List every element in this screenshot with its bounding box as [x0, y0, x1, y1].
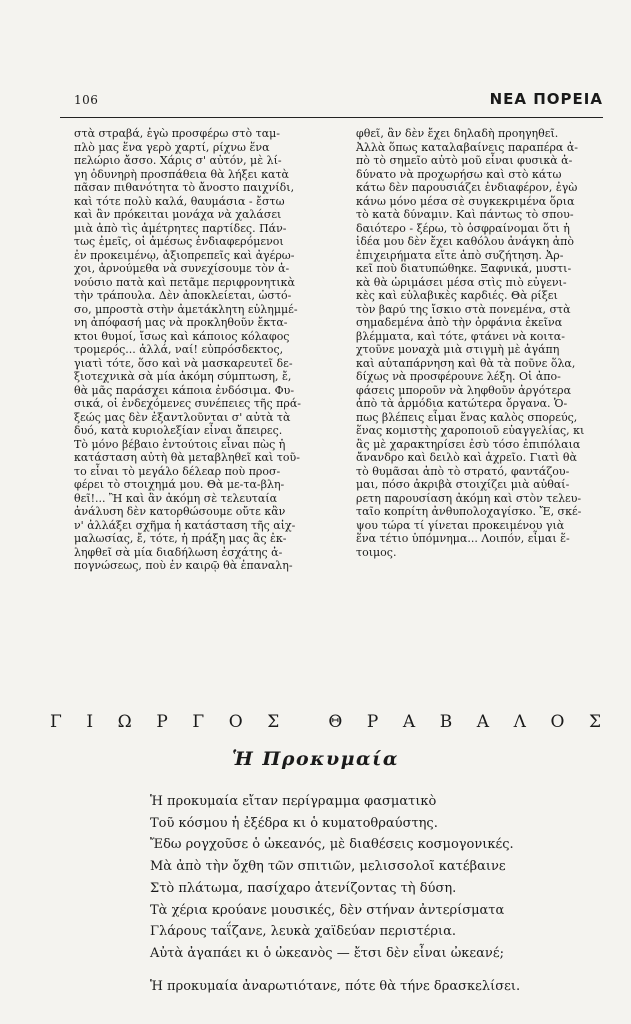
poem [150, 791, 590, 997]
prose-line: ἐπιχειρήματα εἴτε ἀπὸ συζήτηση. Ἀρ- [356, 248, 564, 262]
running-header [60, 88, 603, 118]
prose-line: ρετη παρουσίαση ἀκόμη καὶ στὸν τελευ- [356, 491, 582, 505]
prose-line: δύνατο νὰ προχωρήσω καὶ στὸ κάτω [356, 167, 562, 181]
author-letter: Α [402, 712, 416, 732]
poem-line: Αὐτὰ ἀγαπάει κι ὁ ὠκεανὸς — ἔτσι δὲν εἶναι ὠκεανέ; [150, 945, 504, 961]
prose-line: πὸ τὸ σημεῖο αὐτὸ μοῦ εἶναι φυσικὰ ἀ- [356, 154, 573, 167]
prose-line: νη ἀπόφασή μας νὰ προκληθοῦν ἔκτα- [74, 316, 288, 329]
poem-line: Στὸ πλάτωμα, πασίχαρο ἀτενίζοντας τὴ δύση. [150, 880, 457, 896]
author-letter: Ι [86, 712, 94, 732]
author-letter: Σ [267, 712, 280, 732]
poem-last-line: Ἡ προκυμαία ἀναρωτιότανε, πότε θὰ τήνε δρασκελίσει. [150, 978, 521, 994]
prose-line: πλὸ μας ἕνα γερὸ χαρτί, ρίχνω ἕνα [74, 140, 270, 154]
prose-line: ταῖο κοπρίτη ἀνθυπολοχαγίσκο. Ἔ, σκέ- [356, 505, 582, 518]
prose-line: κεῖ ποὺ διατυπώθηκε. Ξαφνικά, μυστι- [356, 262, 572, 275]
prose-line: τὸ θυμᾶσαι ἀπὸ τὸ στρατό, φαντάζου- [356, 464, 570, 478]
page-number: 106 [74, 93, 99, 107]
prose-line: Τὸ μόνο βέβαιο ἐντούτοις εἶναι πὼς ἡ [74, 437, 286, 451]
author-letter: Θ [328, 712, 343, 732]
prose-line: θὰ μᾶς παράσχει κάποια ἐνδόσιμα. Φυ- [74, 383, 295, 397]
author-letter: Α [476, 712, 490, 732]
prose-line: μαλωσίας, ἔ, τότε, ἡ πράξη μας ἃς ἐκ- [74, 532, 287, 545]
stanza-gap [150, 965, 590, 976]
prose-line: πογνώσεως, ποὺ ἐν καιρῷ θὰ ἐπαναλη- [74, 559, 293, 572]
prose-line: καὶ τότε πολὺ καλά, θαυμάσια - ἔστω [74, 194, 285, 208]
poem-title: Ἡ Προκυμαία [232, 748, 399, 770]
prose-line: μαι, πόσο ἀκριβὰ στοιχίζει μιὰ αὐθαί- [356, 478, 570, 491]
right-column [356, 127, 606, 559]
prose-line: πελώριο ἄσσο. Χάρις σ' αὐτόν, μὲ λί- [74, 154, 282, 167]
poem-line: Γλάρους ταΐζανε, λευκὰ χαϊδεύαν περιστέρια. [150, 924, 457, 940]
prose-line: Ἀλλὰ ὅπως καταλαβαίνεις παραπέρα ἀ- [356, 140, 578, 154]
prose-line: δίχως νὰ προσφέρουνε λέξη. Οἱ ἀπο- [356, 370, 561, 383]
poem-line: Τοῦ κόσμου ἡ ἐξέδρα κι ὁ κυματοθραύστης. [150, 815, 438, 831]
left-column [74, 127, 324, 573]
prose-line: πως βλέπεις εἶμαι ἕνας καλὸς σπορεύς, [356, 410, 578, 424]
author-letter: Β [439, 712, 453, 732]
prose-line: κὲς καὶ εὐλαβικὲς καρδιές. Θὰ ρίξει [356, 289, 558, 302]
prose-line: τὴν τράπουλα. Δὲν ἀποκλείεται, ὡστό- [74, 289, 292, 302]
prose-line: ν' ἀλλάξει σχῆμα ἡ κατάσταση τῆς αἰχ- [74, 518, 296, 532]
prose-line: σικά, οἱ ἐνδεχόμενες συνέπειες τῆς πρά- [74, 397, 301, 410]
prose-line: θεῖ!... Ἢ καὶ ἂν ἀκόμη σὲ τελευταία [74, 491, 278, 505]
prose-line: στὰ στραβά, ἐγὼ προσφέρω στὸ ταμ- [74, 127, 280, 140]
prose-line: καὶ αὐταπάρνηση καὶ θὰ τὰ ποῦνε ὅλα, [356, 356, 576, 370]
prose-line: τοιμος. [356, 545, 397, 559]
author-letter: Ο [228, 712, 243, 732]
prose-line: τὸν βαρύ της ἴσκιο στὰ πονεμένα, στὰ [356, 302, 571, 316]
author-letter: Ρ [156, 712, 168, 732]
poem-line: Τὰ χέρια κρούανε μουσικές, δὲν στήναν ἀντερίσματα [150, 902, 505, 918]
journal-title: ΝΕΑ ΠΟΡΕΙΑ [489, 90, 603, 108]
prose-line: ἂς μὲ χαρακτηρίσει ἐσὺ τόσο ἐπιπόλαια [356, 437, 581, 451]
prose-line: κατάσταση αὐτὴ θὰ μεταβληθεῖ καὶ τοῦ- [74, 451, 300, 464]
prose-line: φθεῖ, ἂν δὲν ἔχει δηλαδὴ προηγηθεῖ. [356, 127, 559, 140]
prose-line: φέρει τὸ στοιχημά μου. Θὰ με-τα-βλη- [74, 478, 285, 491]
author-letter: Ω [117, 712, 132, 732]
author-letter: Λ [513, 712, 526, 732]
prose-line: ἕνας κομιστὴς χαροποιοῦ εὐαγγελίας, κι [356, 424, 585, 437]
prose-line: σο, μπροστὰ στὴν ἀμετάκλητη εὐλημμέ- [74, 302, 298, 316]
author-letter: Ο [550, 712, 565, 732]
prose-line: γη ὀδυνηρὴ προσπάθεια θὰ λήξει κατὰ [74, 167, 289, 181]
prose-line: ξεώς μας δὲν ἐξαντλοῦνται σ' αὐτὰ τὰ [74, 410, 291, 424]
prose-line: το εἶναι τὸ μεγάλο δέλεαρ ποὺ προσ- [74, 464, 281, 478]
author-letter: Σ [588, 712, 601, 732]
prose-line: πᾶσαν πιθανότητα τὸ ἄνοστο παιχνίδι, [74, 181, 295, 194]
prose-line: βλέμματα, καὶ τότε, φτάνει νὰ κοιτα- [356, 329, 565, 343]
prose-line: φάσεις μποροῦν νὰ ληφθοῦν ἀργότερα [356, 383, 572, 397]
prose-line: ψου τώρα τί γίνεται προκειμένου γιὰ [356, 518, 565, 532]
prose-columns [74, 127, 606, 612]
prose-line: χτοῦνε μοναχὰ μιὰ στιγμὴ μὲ ἀγάπη [356, 343, 560, 356]
header-rule [60, 117, 603, 118]
prose-line: τως ἐμεῖς, οἱ ἀμέσως ἐνδιαφερόμενοι [74, 235, 284, 248]
author-letter: Γ [192, 712, 205, 732]
poem-stanza [150, 791, 590, 965]
prose-line: κάτω δὲν παρουσιάζει ἐνδιαφέρον, ἐγὼ [356, 181, 578, 194]
prose-line: ἕνα τέτιο ὑπόμνημα... Λοιπόν, εἶμαι ἕ- [356, 532, 570, 545]
prose-line: τρομερός... ἀλλά, ναί! εὐπρόσδεκτος, [74, 343, 284, 356]
poem-line: Μὰ ἀπὸ τὴν ὄχθη τῶν σπιτιῶν, μελισσολοῖ κατέβαινε [150, 859, 506, 875]
prose-line: σημαδεμένα ἀπὸ τὴν ὀρφάνια ἐκεῖνα [356, 316, 563, 329]
prose-line: κὰ θὰ ὡριμάσει μέσα στὶς πιὸ εὐγενι- [356, 275, 567, 289]
author-letter: Ρ [366, 712, 379, 732]
prose-line: κτοι θυμοί, ἴσως καὶ κάποιος κόλαφος [74, 329, 290, 343]
prose-line: ἀνάλυση δὲν κατορθώσουμε οὔτε κἂν [74, 505, 286, 518]
prose-line: ἐν προκειμένῳ, ἀξιοπρεπεῖς καὶ ἀγέρω- [74, 248, 295, 262]
prose-line: χοι, ἀρνούμεθα νὰ συνεχίσουμε τὸν ἀ- [74, 262, 290, 275]
prose-line: ξιοτεχνικὰ σὰ μία ἀκόμη σύμπτωση, ἔ, [74, 370, 292, 383]
prose-line: τὸ κατὰ δύναμιν. Καὶ πάντως τὸ σπου- [356, 208, 574, 221]
author-letter: Γ [50, 712, 62, 732]
prose-line: ἄνανδρο καὶ δειλὸ καὶ ἀχρεῖο. Γιατὶ θὰ [356, 451, 577, 464]
prose-line: γιατὶ τότε, ὅσο καὶ νὰ μασκαρευτεῖ δε- [74, 356, 293, 370]
prose-line: νούσιο πατὰ καὶ πετᾶμε περιφρονητικὰ [74, 275, 295, 289]
poem-line: Ἔδω ρογχοῦσε ὁ ὠκεανός, μὲ διαθέσεις κοσμογονικές. [150, 837, 514, 853]
poem-line: Ἡ προκυμαία εἴταν περίγραμμα φασματικὸ [150, 794, 437, 809]
author-name [50, 712, 601, 738]
prose-line: ἰδέα μου δὲν ἔχει καθόλου ἀνάγκη ἀπὸ [356, 235, 574, 248]
prose-line: δυό, κατὰ κυριολεξίαν εἶναι ἄπειρες. [74, 424, 283, 437]
prose-line: ληφθεῖ σὰ μία διαδήλωση ἐσχάτης ἀ- [74, 545, 283, 559]
prose-line: καὶ ἂν πρόκειται μονάχα νὰ χαλάσει [74, 208, 282, 221]
prose-line: κάνω μόνο μέσα σὲ συγκεκριμένα ὅρια [356, 194, 575, 208]
prose-line: δαιότερο - ξέρω, τὸ ὁσφραίνομαι ὅτι ἡ [356, 221, 570, 235]
prose-line: ἀπὸ τὰ ἁρμόδια κατώτερα ὄργανα. Ὁ- [356, 397, 568, 410]
prose-line: μιὰ ἀπὸ τὶς ἀμέτρητες παρτίδες. Πάν- [74, 221, 287, 235]
